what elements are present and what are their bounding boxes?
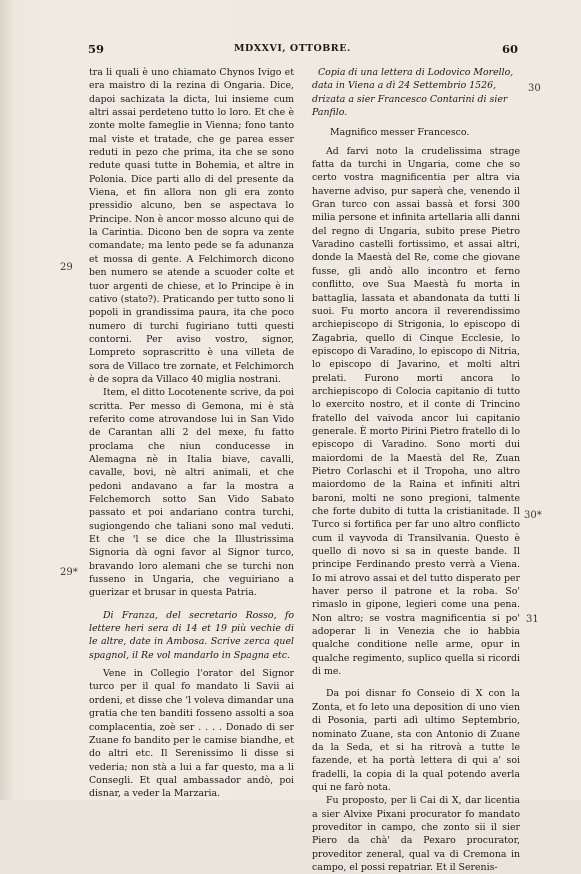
page-header <box>0 42 581 62</box>
paragraph-heading: Di Franza, del secretario Rosso, fo lettere heri sera di 14 et 19 più vechie di le altre, date in Ambosa. Scrive zerca quel spagnol, il Re vol mandarlo in Spagna etc. <box>89 609 294 661</box>
paragraph: Da poi disnar fo Conseio di X con la Zonta, et fo leto una deposition di uno vien di Posonia, parti adì ultimo Septembrio, nominato Zuane, sta con Antonio di Zuane da la Seda, et si ha ritrovà a tutte le fazende, et ha portà lettera di qui a' soi fradelli, la copia di la qual potendo averla qui ne farò nota. <box>312 688 520 793</box>
margin-number: 30* <box>524 510 542 521</box>
page-number-left: 59 <box>88 42 105 56</box>
paragraph: Item, el ditto Locotenente scrive, da poi scritta. Per messo di Gemona, mi è stà referito come atrovandose lui in San Vido de Carantan alli 2 del mexe, fu fatto proclama che niun conducesse in Alemagna nè in Italia biave, cavalli, cavalle, bovi, nè altri animali, et che pedoni andavano a far la mostra a Felchemorch sotto San Vido Sabato passato et poi andariano contra turchi, sugiongendo che taliani sono mal veduti. Et che 'l se dice che la Illustrissima Signoria dà ogni favor al Signor turco, bravando loro alemani che se turchi non fusseno in Ungaria, che veguiriano a guerizar et brusar in questa Patria. <box>89 387 294 599</box>
margin-number: 31 <box>526 614 539 625</box>
left-column <box>89 66 294 801</box>
margin-number: 30 <box>528 83 541 94</box>
paragraph: Vene in Collegio l'orator del Signor turco per il qual fo mandato li Savii ai ordeni, et disse che 'l voleva dimandar una gratia che ten banditi fosseno assolti a soa complacentia, zoè ser . . . . Donado di ser Zuane fo bandito per le camise biandhe, et do altri etc. Il Serenissimo li disse si vederia; non stà a lui a far questo, ma a li Consegli. Et qual ambassador andò, poi disnar, a veder la Marzaria. <box>89 668 294 800</box>
page-number-right: 60 <box>502 42 519 56</box>
paragraph: Fu proposto, per li Cai di X, dar licentia a sier Alvixe Pixani procurator fo mandato proveditor in campo, che zonto sii il sier Piero da chà' da Pexaro procurator, proveditor zeneral, qual va di Cremona in campo, el possi repatriar. Et il Serenis- <box>312 795 520 873</box>
paragraph: Ad farvi noto la crudelissima strage fatta da turchi in Ungaria, come che so certo vostra magnificentia per altra via haverne adviso, pur saperà che, venendo il Gran turco con assai bassà et forsi 300 milia persone et infinita artellaria alli danni del regno di Ungaria, subito prese Pietro Varadino castelli fortissimo, et assai altri, donde la Maestà del Re, come che giovane fusse, gli andò allo incontro et ferno conflitto, ove Sua Maestà fu morta in battaglia, lassata et abandonata da tutti li suoi. Fu morto ancora il reverendissimo archiepiscopo di Strigonia, lo episcopo di Zagabria, quello di Cinque Ecclesie, lo episcopo di Varadino, lo episcopo di Nitria, lo episcopo di Javarino, et molti altri prelati. Furono morti ancora lo archiepiscopo di Colocia capitanio di tutto lo exercito nostro, et il conte di Trincino fratello del vaivoda ancor lui capitanio generale. È morto Pirini Pietro fratello di lo episcopo di Varadino. Sono morti dui maiordomi de la Maestà del Re, Zuan Pietro Corlaschi et il Tropoha, uno altro maiordomo de la Raina et infiniti altri baroni, molti ne sono pregioni, talmente che forte dubito di tutta la cristianitade. Il Turco si fortifica per far uno altro conflicto cum il vayvoda di Transilvania. Questo è quello di novo si sa in queste bande. Il principe Ferdinando presto verrà a Viena. Io mi atrovo assai et del tutto disperato per haver perso il patrone et la roba. So' rimaslo in gipone, legieri come una pena. Non altro; se vostra magnificentia si po' adoperar li in Venezia che io habbia qualche conditione nelle arme, opur in qualche regimento, suplico quella si ricordi di me. <box>312 145 520 678</box>
letter-heading: Copia di una lettera di Lodovico Morello, data in Viena a dì 24 Settembrio 1526, drizata a sier Francesco Contarini di sier Panfilo. <box>312 67 514 119</box>
running-title: MDXXVI, OTTOBRE. <box>234 43 351 54</box>
margin-number: 29* <box>60 567 78 578</box>
paragraph: tra li quali è uno chiamato Chynos Ivigo et era maistro di la rezina di Ongaria. Dice, dapoi sachizata la dicta, lui insieme cum altri assai perdeteno tutto lo loro. Et che è zonte molte fameglie in Vienna; fono tanto mal viste et tratade, che ge parea esser reduti in pezo che prima, ita che se sono redute quasi tutte in Bohemia, et altre in Polonia. Dice parti allo di del presente da Viena, et fin allora non gli era zonto pressidio alcuno, ben se aspectava lo Principe. Non è ancor mosso alcuno qui de la Carintia. Dicono ben de sopra va zente comandate; ma lento pede se fa adunanza et mossa di gente. A Felchimorch dicono ben numero se atende a scuoder colte et tuor argenti de chiese, et lo Principe è in cativo (stato?). Praticando per tutto sono li popoli in grandissima paura, ita che poco numero di turchi fugiriano tutti questi contorni. Per aviso vostro, signor, Lompreto soprascritto è una villeta de sora de Villaco tre zornate, et Felchimorch è de sopra da Villaco 40 miglia nostrani. <box>89 67 294 385</box>
right-column <box>312 66 520 874</box>
margin-number: 29 <box>60 262 73 273</box>
letter-salutation: Magnifico messer Francesco. <box>330 127 470 139</box>
